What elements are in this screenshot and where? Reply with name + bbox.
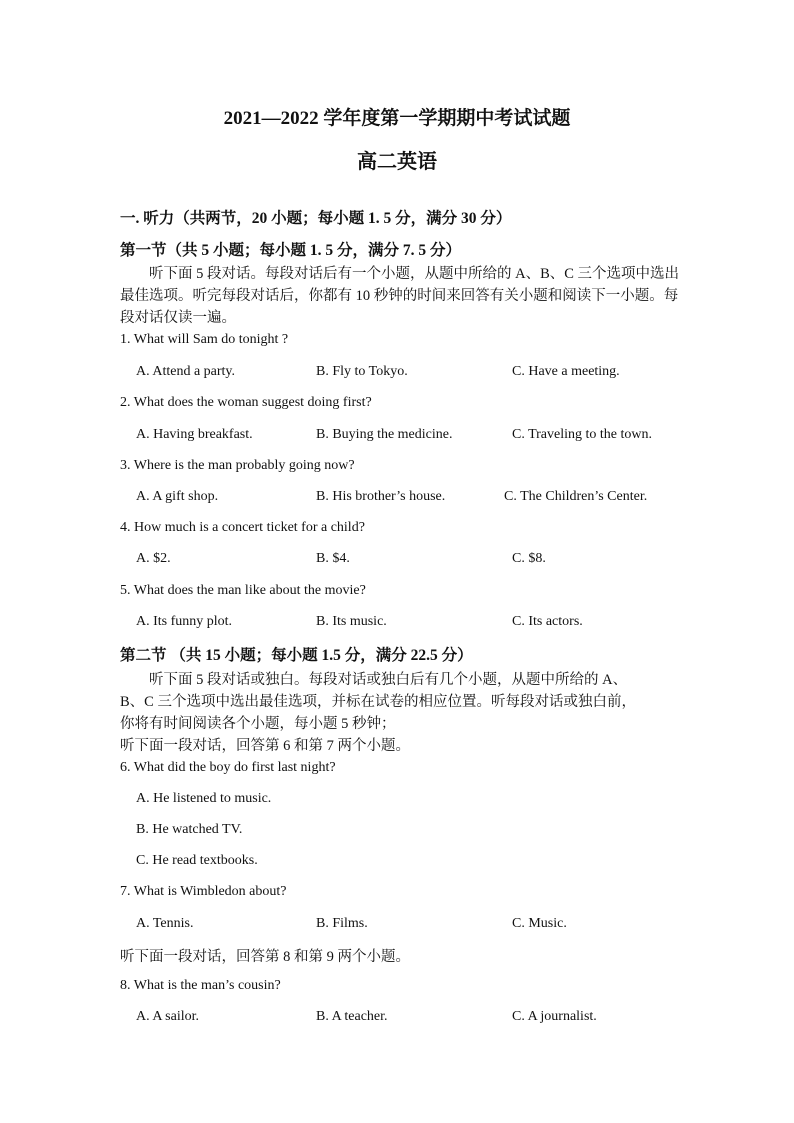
question-6: 6. What did the boy do first last night? — [120, 760, 336, 775]
q5-option-c: C. Its actors. — [512, 614, 583, 629]
q3-option-a: A. A gift shop. — [136, 489, 219, 504]
q8-option-b: B. A teacher. — [316, 1009, 388, 1024]
section2-heading: 第二节 （共 15 小题；每小题 1.5 分，满分 22.5 分） — [120, 647, 473, 664]
q6-option-b: B. He watched TV. — [136, 822, 243, 837]
section2-instructions-line1: 听下面 5 段对话或独白。每段对话或独白后有几个小题，从题中所给的 A、 — [149, 672, 628, 688]
q3-option-c: C. The Children’s Center. — [504, 489, 648, 504]
q2-option-b: B. Buying the medicine. — [316, 427, 453, 442]
question-7: 7. What is Wimbledon about? — [120, 884, 287, 899]
q4-option-a: A. $2. — [136, 551, 171, 566]
q4-option-b: B. $4. — [316, 551, 350, 566]
section2-instructions-line3: 你将有时间阅读各个小题，每小题 5 秒钟； — [120, 716, 396, 732]
section2-instructions-line4: 听下面一段对话，回答第 6 和第 7 两个小题。 — [120, 738, 410, 754]
section1-heading: 第一节（共 5 小题；每小题 1. 5 分，满分 7. 5 分） — [120, 242, 462, 259]
q5-option-b: B. Its music. — [316, 614, 387, 629]
q2-option-c: C. Traveling to the town. — [512, 427, 653, 442]
section1-instructions: 听下面 5 段对话。每段对话后有一个小题，从题中所给的 A、B、C 三个选项中选出最佳选项。听完每段对话后，你都有 10 秒钟的时间来回答有关小题和阅读下一小题。每段对话仅读一遍。 — [120, 266, 680, 326]
q3-option-b: B. His brother’s house. — [316, 489, 446, 504]
question-4: 4. How much is a concert ticket for a child? — [120, 520, 365, 535]
question-2: 2. What does the woman suggest doing first? — [120, 395, 372, 410]
q2-option-a: A. Having breakfast. — [136, 427, 253, 442]
q7-option-b: B. Films. — [316, 916, 368, 931]
q7-option-a: A. Tennis. — [136, 916, 194, 931]
q6-option-a: A. He listened to music. — [136, 791, 272, 806]
q6-option-c: C. He read textbooks. — [136, 853, 258, 868]
subject-title: 高二英语 — [357, 151, 437, 173]
q1-option-a: A. Attend a party. — [136, 364, 236, 379]
q7-option-c: C. Music. — [512, 916, 567, 931]
question-3: 3. Where is the man probably going now? — [120, 458, 355, 473]
q5-option-a: A. Its funny plot. — [136, 614, 233, 629]
question-1: 1. What will Sam do tonight ? — [120, 332, 289, 347]
q8-option-c: C. A journalist. — [512, 1009, 597, 1024]
question-8: 8. What is the man’s cousin? — [120, 978, 281, 993]
q4-option-c: C. $8. — [512, 551, 546, 566]
q8-instructions: 听下面一段对话，回答第 8 和第 9 两个小题。 — [120, 949, 410, 965]
q8-option-a: A. A sailor. — [136, 1009, 200, 1024]
q1-option-b: B. Fly to Tokyo. — [316, 364, 408, 379]
section2-instructions-line2: B、C 三个选项中选出最佳选项，并标在试卷的相应位置。听每段对话或独白前， — [120, 694, 636, 710]
exam-title: 2021—2022 学年度第一学期期中考试试题 — [223, 108, 571, 129]
part1-heading: 一. 听力（共两节，20 小题；每小题 1. 5 分，满分 30 分） — [120, 210, 512, 227]
question-5: 5. What does the man like about the movie? — [120, 583, 366, 598]
q1-option-c: C. Have a meeting. — [512, 364, 620, 379]
